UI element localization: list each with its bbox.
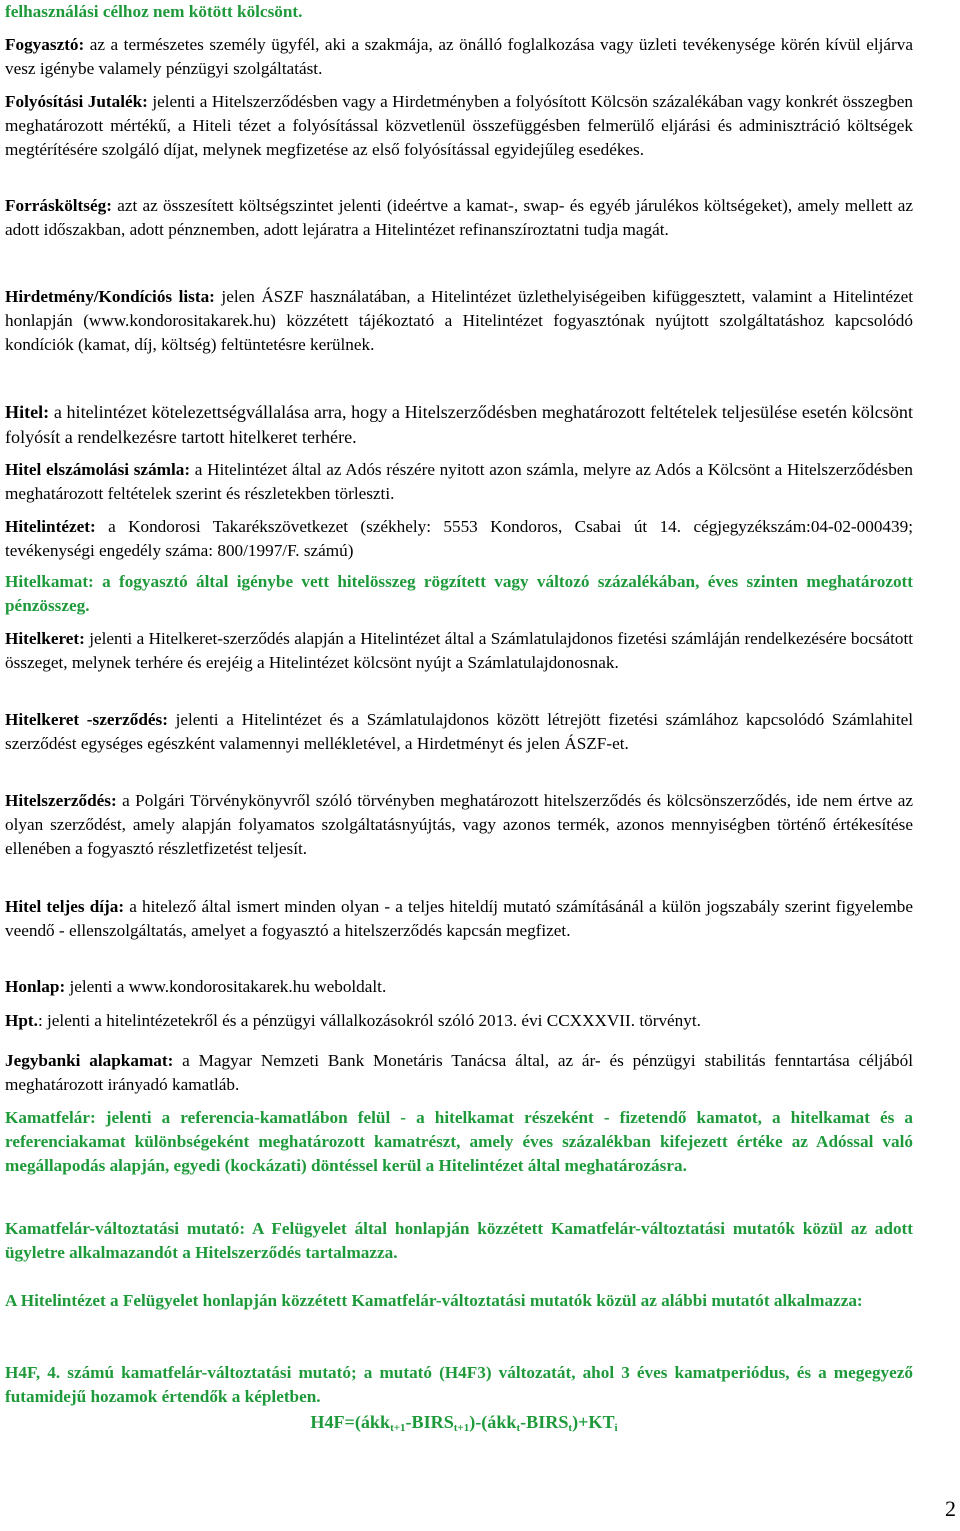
definition-fogyaszto [5,33,913,81]
definition-kamatfelar-valtoztatasi-mutato [5,1217,913,1265]
definition-term: Hitel elszámolási számla: [5,460,191,479]
definition-forraskoltseg [5,194,913,242]
definition-text: a hitelező által ismert minden olyan - a teljes hiteldíj mutató számításánál a külön jogszabály szerint figyelembe veendő - ellenszolgáltatás, amelyet a fogyasztó a hitelszerződés kapcsán megfizet. [5,897,913,940]
formula-subscript: t+1 [390,1422,406,1434]
definition-hitel-teljes-dija [5,895,913,943]
formula-part: )+KT [572,1412,615,1432]
definition-text: jelenti a www.kondorositakarek.hu weboldalt. [65,977,387,996]
paragraph-mutato-alkalmazas [5,1289,913,1313]
formula-subscript: i [614,1422,618,1434]
definition-term: Hpt. [5,1011,38,1030]
definition-hitelkeret-szerzodes [5,708,913,756]
definition-text: Kamatfelár: jelenti a referencia-kamatlábon felül - a hitelkamat részeként - fizetendő kamatot, a hitelkamat és a referenciakamat különbségeként meghatározott kamatrészt, amely éves százalékban kifejezett értéke az Adóssal való megállapodás alapján, egyedi (kockázati) döntéssel kerül a Hitelintézet által meghatározásra. [5,1108,913,1175]
definition-text: Hitelkamat: a fogyasztó által igénybe vett hitelösszeg rögzített vagy változó százalékában, éves szinten meghatározott pénzösszeg. [5,572,913,615]
definition-hpt [5,1009,913,1033]
formula-part: -BIRS [520,1412,569,1432]
definition-hirdetmeny [5,285,913,357]
paragraph-h4f [5,1361,913,1409]
definition-hitelkeret [5,627,913,675]
definition-text: a Hitelintézet által az Adós részére nyitott azon számla, melyre az Adós a Kölcsönt a Hitelszerződésben meghatározott feltételek szerint és részletekben törleszti. [5,460,914,503]
definition-kamatfelar [5,1106,913,1178]
definition-hitelkamat [5,570,913,618]
definition-text: jelenti a Hitelszerződésben vagy a Hirdetményben a folyósított Kölcsön százalékában vagy konkrét összegben meghatározott mértékű, a Hiteli tézet a folyósítással közvetlenül összefüggésben felmerülő eljárási és adminisztráció költségek megtérítésére szolgáló díjat, melynek megfizetése az első folyósítással egyidejűleg esedékes. [5,92,913,159]
definition-text: jelenti a Hitelintézet és a Számlatulajdonos között létrejött fizetési számlához kapcsolódó Számlahitel szerződést egységes egészként valamennyi mellékletével, a Hirdetményt és jelen ÁSZF-et. [5,710,914,753]
definition-term: Hitel: [5,402,50,422]
definition-hitel [5,400,913,450]
formula-part: H4F=(ákk [310,1412,391,1432]
definition-folyositasi-jutalek [5,90,913,162]
formula-subscript: t [516,1422,521,1434]
paragraph-continuation [5,0,913,24]
definition-text: Kamatfelár-változtatási mutató: A Felügyelet által honlapján közzétett Kamatfelár-változtatási mutatók közül az adott ügyletre alkalmazandót a Hitelszerződés tartalmazza. [5,1219,913,1262]
page-number: 2 [945,1496,956,1521]
definition-term: Hitelkeret -szerződés: [5,710,168,729]
definition-hitelintezet [5,515,913,563]
formula-h4f [5,1410,913,1441]
definition-term: Honlap: [5,977,66,996]
definition-term: Hitel teljes díja: [5,897,125,916]
definition-term: Forrásköltség: [5,196,112,215]
definition-text: jelenti a Hitelkeret-szerződés alapján a Hitelintézet által a Számlatulajdonos fizetési számláján rendelkezésére bocsátott összeget, melynek terhére és erejéig a Hitelintézet kölcsönt nyújt a Számlatulajdonosnak. [5,629,913,672]
definition-text: az a természetes személy ügyfél, aki a szakmája, az önálló foglalkozása vagy üzleti tevékenysége körén kívül eljárva vesz igénybe valamely pénzügyi szolgáltatást. [5,35,913,78]
formula-part: )-(ákk [469,1412,517,1432]
definition-text: a Kondorosi Takarékszövetkezet (székhely: 5553 Kondoros, Csabai út 14. cégjegyzékszám:04-02-000439; tevékenységi engedély száma: 800/1997/F. számú) [5,517,913,560]
definition-text: a hitelintézet kötelezettségvállalása arra, hogy a Hitelszerződésben meghatározott feltételek teljesülése esetén kölcsönt folyósít a rendelkezésre tartott hitelkeret terhére. [5,402,913,447]
definition-honlap [5,975,913,999]
paragraph-text: H4F, 4. számú kamatfelár-változtatási mutató; a mutató (H4F3) változatát, ahol 3 éves kamatperiódus, és a megegyező futamidejű hozamok értendők a képletben. [5,1363,913,1406]
formula-subscript: t+1 [453,1422,470,1434]
definition-jegybanki-alapkamat [5,1049,913,1097]
definition-term: Hitelszerződés: [5,791,117,810]
definition-term: Folyósítási Jutalék: [5,92,148,111]
definition-term: Fogyasztó: [5,35,85,54]
definition-text: azt az összesített költségszintet jelenti (ideértve a kamat-, swap- és egyéb járulékos költségeket), amely mellett az adott időszakban, adott pénznemben, adott lejáratra a Hitelintézet refinanszíroztatni tudja magát. [5,196,913,239]
definition-term: Hirdetmény/Kondíciós lista: [5,287,215,306]
definition-text: : jelenti a hitelintézetekről és a pénzügyi vállalkozásokról szóló 2013. évi CCXXXVII. törvényt. [37,1011,701,1030]
definition-term: Hitelkeret: [5,629,85,648]
definition-hitel-elszamolasi-szamla [5,458,913,506]
formula-subscript: t [568,1422,573,1434]
paragraph-text: A Hitelintézet a Felügyelet honlapján közzétett Kamatfelár-változtatási mutatók közül az alábbi mutatót alkalmazza: [5,1291,863,1310]
definition-text: a Magyar Nemzeti Bank Monetáris Tanácsa által, az ár- és pénzügyi stabilitás fenntartása céljából meghatározott irányadó kamatláb. [5,1051,913,1094]
definition-text: jelen ÁSZF használatában, a Hitelintézet üzlethelyiségeiben kifüggesztett, valamint a Hitelintézet honlapján (www.kondorositakarek.hu) közzétett tájékoztató a Hitelintézet fogyasztónak nyújtott szolgáltatáshoz kapcsolódó kondíciók (kamat, díj, költség) feltüntetésre kerülnek. [5,287,913,354]
paragraph-text: felhasználási célhoz nem kötött kölcsönt. [5,2,303,21]
definition-term: Jegybanki alapkamat: [5,1051,174,1070]
formula-part: -BIRS [405,1412,454,1432]
definition-term: Hitelintézet: [5,517,96,536]
definition-text: a Polgári Törvénykönyvről szóló törvényben meghatározott hitelszerződés és kölcsönszerződés, ide nem értve az olyan szerződést, amely alapján folyamatos szolgáltatásnyújtás, vagy azonos termék, azonos mennyiségben történő értékesítése ellenében a fogyasztó részletfizetést teljesít. [5,791,913,858]
definition-hitelszerzodes [5,789,913,861]
